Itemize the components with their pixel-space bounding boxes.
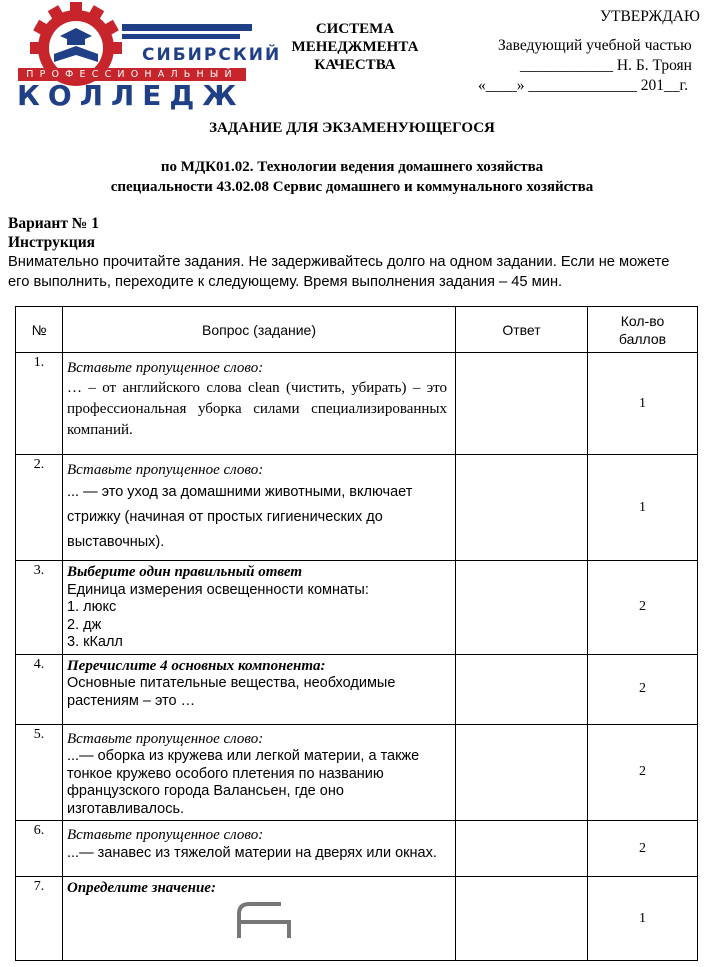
system-line: КАЧЕСТВА [314, 57, 396, 73]
points-cell: 1 [588, 353, 698, 455]
points-cell: 1 [588, 877, 698, 961]
points-cell: 2 [588, 654, 698, 724]
approval-name: ____________ Н. Б. Троян [520, 57, 692, 74]
quality-system-title [270, 20, 440, 74]
variant-block [8, 214, 99, 252]
question-text: … – от английского слова clean (чистить, убирать) – это профессиональная уборка силами специализированных компаний. [67, 380, 447, 438]
answer-option: 3. кКалл [67, 634, 123, 650]
answer-cell[interactable] [456, 353, 588, 455]
question-cell [63, 654, 456, 724]
specialty-line: специальности 43.02.08 Сервис домашнего и коммунального хозяйства [110, 179, 594, 195]
page-title: ЗАДАНИЕ ДЛЯ ЭКЗАМЕНУЮЩЕГОСЯ [209, 120, 495, 136]
variant-label: Вариант № 1 [8, 215, 100, 232]
row-number: 6. [16, 821, 63, 877]
table-header-row [16, 307, 698, 353]
question-text: Единица измерения освещенности комнаты: [67, 581, 369, 598]
row-number: 7. [16, 877, 63, 961]
system-line: СИСТЕМА [315, 21, 395, 37]
row-number: 3. [16, 561, 63, 655]
question-cell [63, 353, 456, 455]
header-points-line: Кол-во [620, 312, 665, 329]
answer-cell[interactable] [456, 724, 588, 821]
question-text: ... — это уход за домашними животными, включает стрижку (начиная от простых гигиенических до выставочных). [67, 484, 413, 550]
subject-line: по МДК01.02. Технологии ведения домашнего хозяйства [160, 159, 544, 175]
header-question: Вопрос (задание) [63, 307, 456, 353]
instruction-line: его выполнить, переходите к следующему. Время выполнения задания – 45 мин. [8, 274, 563, 290]
header-points [588, 307, 698, 353]
answer-option: 2. дж [67, 616, 102, 633]
question-text: Основные питательные вещества, необходимые растениям – это … [67, 675, 396, 709]
question-cell [63, 724, 456, 821]
task-instruction: Вставьте пропущенное слово: [67, 462, 264, 478]
points-cell: 2 [588, 724, 698, 821]
answer-cell[interactable] [456, 877, 588, 961]
instruction-heading: Инструкция [8, 234, 96, 251]
task-instruction: Перечислите 4 основных компонента: [67, 657, 326, 674]
question-cell [63, 821, 456, 877]
task-instruction: Вставьте пропущенное слово: [67, 360, 264, 376]
table-row [16, 821, 698, 877]
symbol-figure [67, 898, 447, 958]
questions-table [15, 306, 698, 961]
header-num: № [16, 307, 63, 353]
approval-position: Заведующий учебной частью [498, 37, 692, 54]
care-symbol-icon [233, 894, 293, 940]
task-instruction: Определите значение: [67, 880, 216, 896]
row-number: 4. [16, 654, 63, 724]
question-text: ...— оборка из кружева или легкой материи, а также тонкое кружево особого плетения по названию французского города Валансьен, где оно изготавливалось. [67, 748, 420, 817]
approval-title: УТВЕРЖДАЮ [600, 8, 700, 25]
answer-cell[interactable] [456, 455, 588, 561]
answer-cell[interactable] [456, 821, 588, 877]
table-row [16, 353, 698, 455]
task-instruction: Выберите один правильный ответ [67, 564, 303, 580]
table-row [16, 561, 698, 655]
header-answer: Ответ [456, 307, 588, 353]
row-number: 1. [16, 353, 63, 455]
instruction-line: Внимательно прочитайте задания. Не задерживайтесь долго на одном задании. Если не можете [8, 254, 670, 270]
points-cell: 1 [588, 455, 698, 561]
logo-band-text: ПРОФЕССИОНАЛЬНЫЙ [18, 68, 246, 81]
task-instruction: Вставьте пропущенное слово: [67, 827, 264, 843]
answer-option: 1. люкс [67, 599, 117, 615]
question-cell [63, 455, 456, 561]
row-number: 5. [16, 724, 63, 821]
table-row [16, 654, 698, 724]
question-text: ...— занавес из тяжелой материи на дверях или окнах. [67, 844, 437, 861]
system-line: МЕНЕДЖМЕНТА [291, 39, 419, 55]
instruction-text [8, 252, 704, 292]
header-points-line: баллов [618, 330, 667, 347]
answer-cell[interactable] [456, 561, 588, 655]
question-cell [63, 561, 456, 655]
logo-main-text: КОЛЛЕДЖ [17, 79, 245, 112]
task-instruction: Вставьте пропущенное слово: [67, 730, 264, 747]
row-number: 2. [16, 455, 63, 561]
table-row [16, 877, 698, 961]
answer-cell[interactable] [456, 654, 588, 724]
logo-top-text: СИБИРСКИЙ [142, 45, 282, 65]
question-cell [63, 877, 456, 961]
points-cell: 2 [588, 821, 698, 877]
approval-date: «____» ______________ 201__г. [478, 77, 688, 94]
table-row [16, 455, 698, 561]
table-row [16, 724, 698, 821]
points-cell: 2 [588, 561, 698, 655]
